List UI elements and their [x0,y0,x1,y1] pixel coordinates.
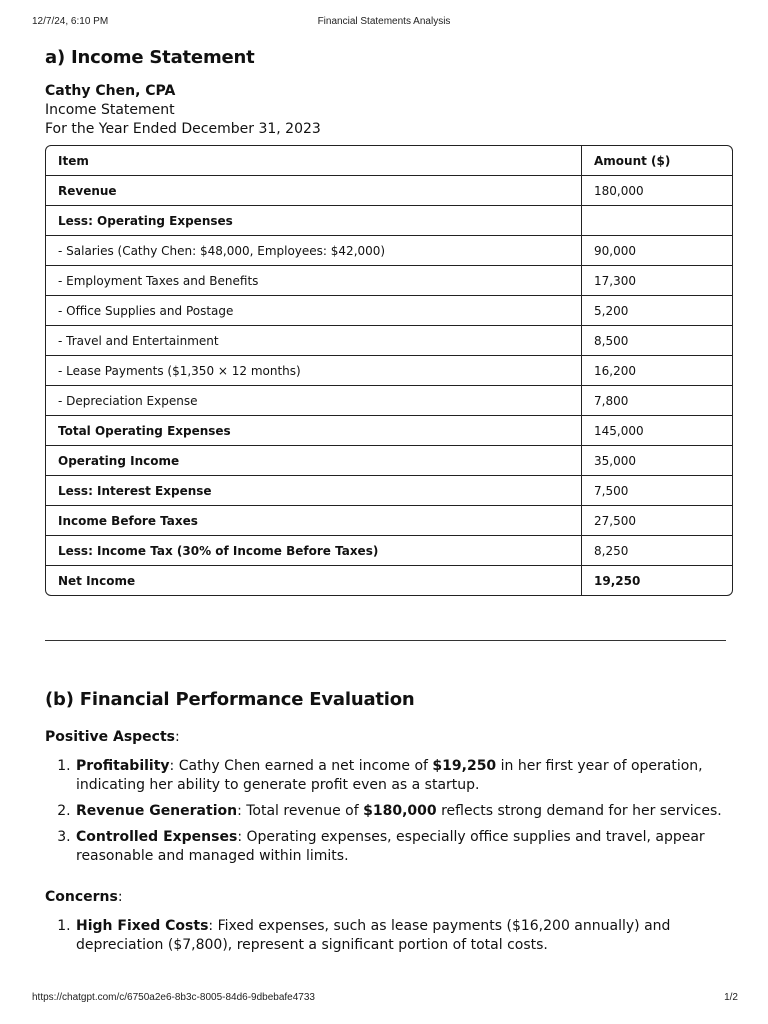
row-item: Total Operating Expenses [46,416,581,446]
statement-period: For the Year Ended December 31, 2023 [45,121,321,137]
row-item: Less: Income Tax (30% of Income Before Taxes) [46,536,581,566]
point-text: : Operating expenses, especially office supplies and travel, appear reasonable and managed within limits. [76,829,705,864]
evaluation-heading: (b) Financial Performance Evaluation [45,689,415,710]
row-amount: 17,300 [581,266,732,296]
positive-aspects-list [45,757,735,866]
list-item [75,917,735,955]
table-row [46,386,732,416]
row-amount: 8,250 [581,536,732,566]
row-item: - Office Supplies and Postage [46,296,581,326]
table-row [46,476,732,506]
row-item: Income Before Taxes [46,506,581,536]
row-amount: 8,500 [581,326,732,356]
row-item: Less: Interest Expense [46,476,581,506]
row-amount: 16,200 [581,356,732,386]
print-title: Financial Statements Analysis [317,16,451,27]
row-amount: 27,500 [581,506,732,536]
point-text: : Cathy Chen earned a net income of [169,758,433,774]
row-item: Operating Income [46,446,581,476]
row-amount: 19,250 [581,566,732,595]
row-item: Revenue [46,176,581,206]
table-row [46,296,732,326]
row-item: - Travel and Entertainment [46,326,581,356]
table-row [46,536,732,566]
point-title: Revenue Generation [76,803,238,819]
list-item [75,757,735,795]
table-row [46,416,732,446]
list-item [75,802,735,821]
table-row [46,506,732,536]
table-row [46,176,732,206]
print-url: https://chatgpt.com/c/6750a2e6-8b3c-8005-84d6-9dbebafe4733 [32,992,315,1003]
document-content [45,44,735,962]
concerns-label: Concerns: [45,889,123,905]
statement-title: Income Statement [45,102,175,118]
print-datetime: 12/7/24, 6:10 PM [32,16,109,27]
list-item [75,828,735,866]
point-text: : Fixed expenses, such as lease payments ($16,200 annually) and depreciation ($7,800), represent a significant portion of total costs. [76,918,671,953]
concerns-title: Concerns [45,889,118,905]
row-amount: 7,800 [581,386,732,416]
row-amount: 5,200 [581,296,732,326]
point-text: : Total revenue of [237,803,364,819]
table-row [46,266,732,296]
table-header-row [46,146,732,176]
table-row [46,206,732,236]
income-statement-heading: a) Income Statement [45,47,255,68]
row-item: - Lease Payments ($1,350 × 12 months) [46,356,581,386]
point-title: Profitability [76,758,170,774]
point-highlight: $19,250 [432,758,497,774]
point-title: High Fixed Costs [76,918,209,934]
row-amount: 180,000 [581,176,732,206]
table-row [46,236,732,266]
row-item: - Employment Taxes and Benefits [46,266,581,296]
row-amount [581,206,732,236]
positive-aspects-label: Positive Aspects: [45,729,180,745]
table-row [46,356,732,386]
table-row [46,326,732,356]
table-row-net-income [46,566,732,595]
row-item: - Salaries (Cathy Chen: $48,000, Employees: $42,000) [46,236,581,266]
column-header-item: Item [46,146,581,176]
row-item: Net Income [58,573,136,588]
column-header-amount: Amount ($) [581,146,732,176]
point-text: reflects strong demand for her services. [436,803,722,819]
row-item: Less: Operating Expenses [46,206,581,236]
point-highlight: $180,000 [363,803,437,819]
concerns-list [45,917,735,955]
print-header [32,16,736,30]
point-text: in her first year of operation, indicating her ability to generate profit even as a startup. [76,758,703,793]
company-name: Cathy Chen, CPA [45,83,176,99]
row-amount: 35,000 [581,446,732,476]
print-footer [32,992,738,1006]
table-row [46,446,732,476]
section-divider [45,640,726,641]
row-amount: 7,500 [581,476,732,506]
income-statement-table [45,145,733,596]
row-amount: 145,000 [581,416,732,446]
row-item: - Depreciation Expense [46,386,581,416]
page-number: 1/2 [724,992,738,1003]
row-amount: 90,000 [581,236,732,266]
positive-aspects-title: Positive Aspects [45,729,176,745]
point-title: Controlled Expenses [76,829,238,845]
